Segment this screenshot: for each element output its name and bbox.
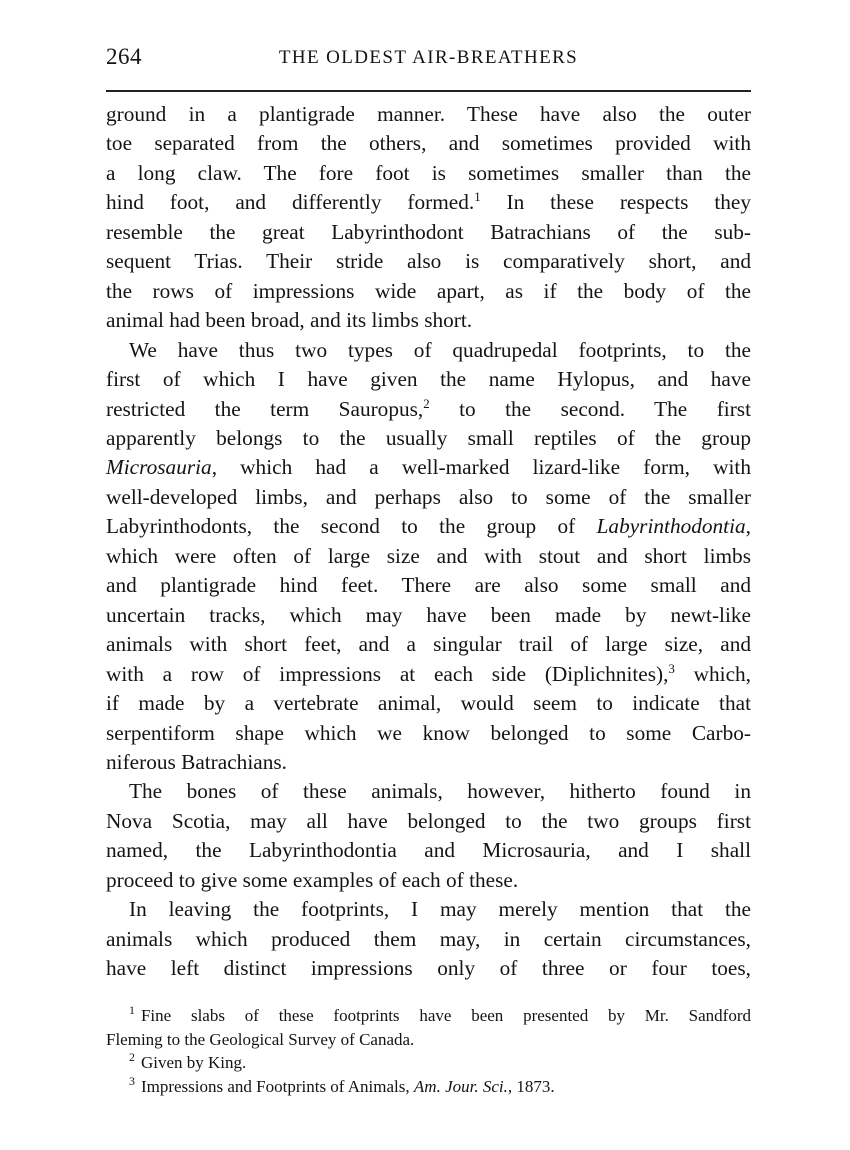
text-line: We have thus two types of quadrupedal footprints, to the — [129, 337, 751, 362]
body-text — [106, 100, 751, 984]
footnote-marker: 3 — [129, 1073, 135, 1088]
text-line: proceed to give some examples of each of these. — [106, 867, 519, 892]
text-line: Labyrinthodonts, the second to the group of Labyrinthodontia, — [106, 514, 751, 539]
paragraph-4 — [106, 895, 751, 983]
text-line: with a row of impressions at each side (Diplichnites),$^3$ which, — [106, 661, 751, 686]
footnotes — [106, 1004, 751, 1098]
text-line: restricted the term Sauropus,$^2$ to the second. The first — [106, 396, 752, 421]
text-line: animals which produced them may, in certain circumstances, — [106, 926, 751, 951]
text-line: apparently belongs to the usually small reptiles of the group — [106, 425, 751, 450]
running-title: THE OLDEST AIR-BREATHERS — [278, 47, 579, 68]
text-line: hind foot, and differently formed.$^1$ In these respects they — [106, 190, 751, 215]
footnote-marker: 2 — [129, 1050, 135, 1065]
text-line: uncertain tracks, which may have been made by newt-like — [106, 602, 751, 627]
text-line: sequent Trias. Their stride also is comparatively short, and — [106, 249, 751, 274]
text-line: if made by a vertebrate animal, would seem to indicate that — [106, 691, 751, 716]
text-line: animal had been broad, and its limbs short. — [106, 308, 473, 333]
text-line: The bones of these animals, however, hitherto found in — [129, 779, 751, 804]
paragraph-2 — [106, 336, 751, 778]
header-rule — [106, 90, 751, 92]
page-number: 264 — [106, 44, 142, 69]
text-line: In leaving the footprints, I may merely mention that the — [129, 897, 751, 922]
journal-title: Am. Jour. Sci. — [413, 1076, 508, 1096]
footnote-1 — [106, 1004, 751, 1051]
footnote-marker: 1 — [129, 1003, 135, 1018]
page-header — [106, 44, 751, 80]
text-line: which were often of large size and with stout and short limbs — [106, 543, 751, 568]
footnote-line: $^2$ Given by King. — [129, 1050, 247, 1072]
footnote-2 — [106, 1051, 751, 1075]
text-line: a long claw. The fore foot is sometimes smaller than the — [106, 160, 751, 185]
footnote-ref-2: 2 — [423, 396, 430, 411]
text-line: well-developed limbs, and perhaps also to some of the smaller — [106, 484, 751, 509]
text-line: toe separated from the others, and sometimes provided with — [106, 131, 751, 156]
paragraph-1 — [106, 100, 751, 336]
text-line: named, the Labyrinthodontia and Microsauria, and I shall — [106, 838, 751, 863]
text-line: the rows of impressions wide apart, as if the body of the — [106, 278, 751, 303]
footnote-3 — [106, 1075, 751, 1099]
footnote-line: $^3$ Impressions and Footprints of Animals, Am. Jour. Sci., 1873. — [129, 1073, 555, 1096]
text-line: Microsauria, which had a well-marked lizard-like form, with — [106, 455, 751, 480]
italic-term: Microsauria — [106, 455, 212, 480]
footnote-ref-1: 1 — [474, 190, 481, 205]
text-line: resemble the great Labyrinthodont Batrachians of the sub- — [106, 219, 751, 244]
text-line: first of which I have given the name Hylopus, and have — [106, 367, 751, 392]
text-line: serpentiform shape which we know belonged to some Carbo- — [106, 720, 751, 745]
paragraph-3 — [106, 777, 751, 895]
footnote-line: $^1$ Fine slabs of these footprints have been presented by Mr. Sandford — [129, 1003, 751, 1025]
text-line: Nova Scotia, may all have belonged to the two groups first — [106, 808, 751, 833]
text-line: ground in a plantigrade manner. These have also the outer — [106, 102, 751, 126]
text-line: niferous Batrachians. — [106, 749, 287, 774]
footnote-line: Fleming to the Geological Survey of Canada. — [106, 1029, 415, 1049]
text-line: have left distinct impressions only of three or four toes, — [106, 956, 751, 981]
italic-term: Labyrinthodontia — [596, 514, 746, 539]
text-line: and plantigrade hind feet. There are also some small and — [106, 573, 751, 598]
text-line: animals with short feet, and a singular trail of large size, and — [106, 632, 751, 657]
footnote-ref-3: 3 — [668, 661, 675, 676]
